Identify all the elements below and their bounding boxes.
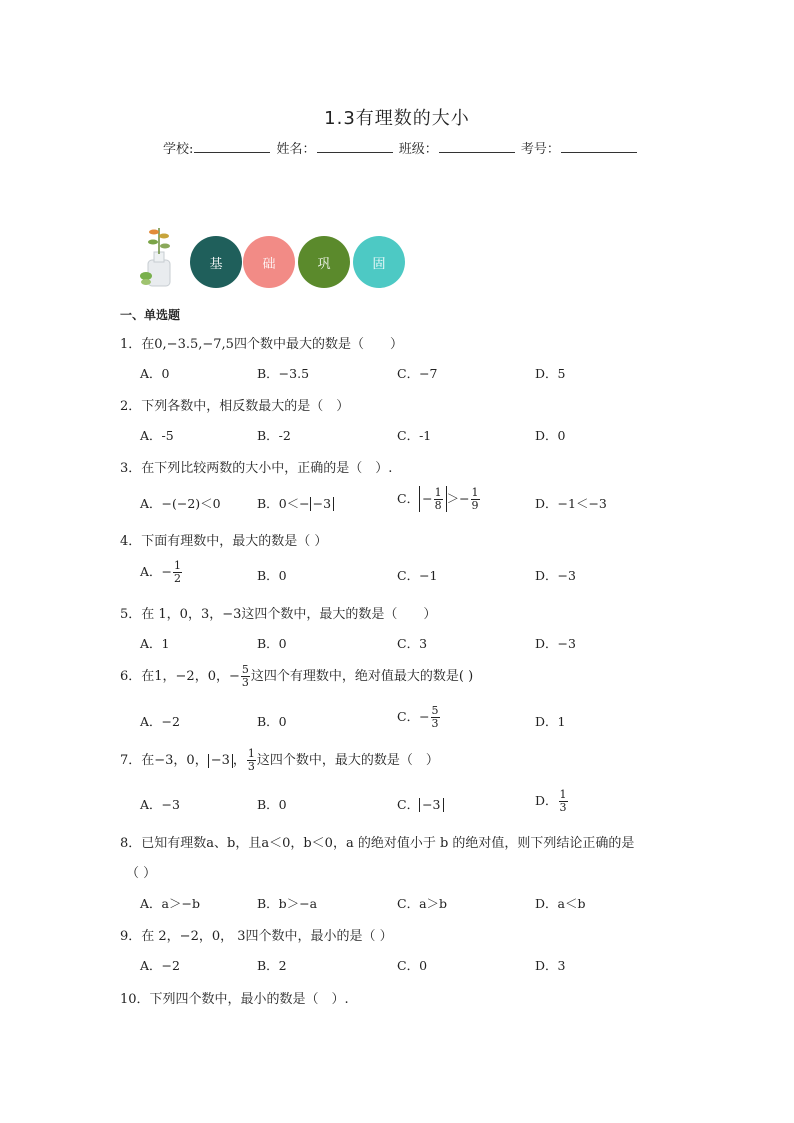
question-10-stem: 10．下列四个数中，最小的数是（ ）. — [120, 992, 349, 1007]
q6-option-a[interactable]: A．−2 — [140, 714, 180, 729]
badge-ji: 基 — [190, 236, 242, 288]
school-blank[interactable] — [194, 140, 270, 153]
question-1-stem: 1．在0,−3.5,−7,5四个数中最大的数是（ ） — [120, 337, 403, 352]
exam-no-label: 考号： — [520, 142, 560, 157]
q8-option-d[interactable]: D．a＜b — [535, 896, 586, 911]
q6-c-fraction: $\frac{5}{3}$ — [431, 704, 439, 730]
q3-c-fraction: $\frac{1}{9}$ — [471, 486, 479, 512]
q3-option-c[interactable]: C． − $\frac{1}{8}$ ＞− $\frac{1}{9}$ — [397, 486, 479, 512]
question-4-stem: 4．下面有理数中，最大的数是（ ） — [120, 534, 328, 549]
question-5-stem: 5．在 1，0，3，−3这四个数中，最大的数是（ ） — [120, 607, 437, 622]
q8-option-b[interactable]: B．b＞−a — [257, 896, 318, 911]
q8-option-a[interactable]: A．a＞−b — [140, 896, 200, 911]
q8-option-c[interactable]: C．a＞b — [397, 896, 448, 911]
class-blank[interactable] — [439, 140, 515, 153]
q4-option-b[interactable]: B．0 — [257, 568, 287, 583]
q9-option-a[interactable]: A．−2 — [140, 958, 180, 973]
name-blank[interactable] — [317, 140, 393, 153]
q1-option-a[interactable]: A．0 — [140, 366, 170, 381]
question-3-stem: 3．在下列比较两数的大小中，正确的是（ ）. — [120, 461, 393, 476]
q6-option-c[interactable]: C．− $\frac{5}{3}$ — [397, 704, 439, 730]
question-2-stem: 2．下列各数中，相反数最大的是（ ） — [120, 399, 350, 414]
question-7-stem: 7．在−3，0， −3 ， $\frac{1}{3}$ 这四个数中，最大的数是（ ） — [120, 747, 439, 773]
question-9-stem: 9．在 2，−2，0， 3四个数中，最小的是（ ） — [120, 929, 393, 944]
q1-option-b[interactable]: B．−3.5 — [257, 366, 310, 381]
plant-vase-icon — [138, 222, 184, 288]
q6-stem-fraction: $\frac{5}{3}$ — [241, 663, 249, 689]
q3-option-a[interactable]: A．−(−2)＜0 — [140, 496, 221, 511]
q5-option-a[interactable]: A．1 — [140, 636, 170, 651]
q7-c-abs-value: −3 — [419, 798, 443, 812]
q2-option-b[interactable]: B．-2 — [257, 428, 291, 443]
question-6-stem: 6．在1，−2，0，− $\frac{5}{3}$ 这四个有理数中，绝对值最大的数是( ) — [120, 663, 474, 689]
school-label: 学校: — [163, 142, 194, 157]
q7-d-fraction: $\frac{1}{3}$ — [559, 788, 567, 814]
q7-option-b[interactable]: B．0 — [257, 797, 287, 812]
q9-option-c[interactable]: C．0 — [397, 958, 428, 973]
q9-option-d[interactable]: D．3 — [535, 958, 566, 973]
q2-option-a[interactable]: A．-5 — [140, 428, 174, 443]
q7-option-d[interactable]: D． $\frac{1}{3}$ — [535, 788, 567, 814]
q7-stem-fraction: $\frac{1}{3}$ — [247, 747, 255, 773]
q5-option-b[interactable]: B．0 — [257, 636, 287, 651]
page-title: 1.3有理数的大小 — [324, 108, 470, 129]
q4-option-c[interactable]: C．−1 — [397, 568, 438, 583]
q7-option-a[interactable]: A．−3 — [140, 797, 180, 812]
q6-option-d[interactable]: D．1 — [535, 714, 566, 729]
q4-option-d[interactable]: D．−3 — [535, 568, 576, 583]
q5-option-d[interactable]: D．−3 — [535, 636, 576, 651]
badge-gong: 巩 — [298, 236, 350, 288]
q5-option-c[interactable]: C．3 — [397, 636, 428, 651]
q9-option-b[interactable]: B．2 — [257, 958, 287, 973]
q3-c-abs-fraction: − $\frac{1}{8}$ — [419, 486, 446, 512]
class-label: 班级： — [398, 142, 438, 157]
q7-option-c[interactable]: C． −3 — [397, 795, 444, 813]
q3-option-b[interactable]: B．0＜− −3 — [257, 494, 334, 512]
q3-a-expression: −(−2)＜0 — [161, 496, 221, 511]
name-label: 姓名： — [276, 142, 316, 157]
q1-option-c[interactable]: C．−7 — [397, 366, 438, 381]
q4-option-a[interactable]: A．− $\frac{1}{2}$ — [140, 559, 182, 585]
q2-option-d[interactable]: D．0 — [535, 428, 566, 443]
badge-gu: 固 — [353, 236, 405, 288]
q3-b-abs-value: −3 — [310, 497, 334, 511]
q7-stem-abs-value: −3 — [208, 754, 233, 768]
question-8-stem-cont: （ ） — [126, 866, 157, 881]
student-info-line — [163, 138, 639, 157]
q4-a-fraction: $\frac{1}{2}$ — [174, 559, 182, 585]
q1-option-d[interactable]: D．5 — [535, 366, 566, 381]
q6-option-b[interactable]: B．0 — [257, 714, 287, 729]
question-8-stem: 8．已知有理数a、b，且a＜0，b＜0，a 的绝对值小于 b 的绝对值，则下列结论正确的是 — [120, 836, 635, 851]
exam-no-blank[interactable] — [561, 140, 637, 153]
section-heading: 一、单选题 — [120, 308, 181, 322]
q3-option-d[interactable]: D．−1＜−3 — [535, 496, 607, 511]
q2-option-c[interactable]: C．-1 — [397, 428, 432, 443]
badge-chu: 础 — [243, 236, 295, 288]
